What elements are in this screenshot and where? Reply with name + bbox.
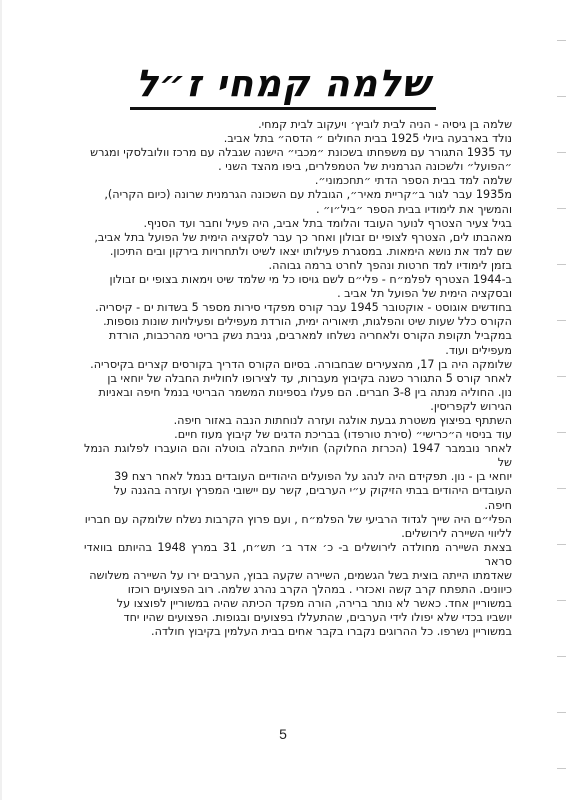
text-line: במשוריין נשרפו. כל ההרוגים נקברו בקבר אחים בבית העלמין בקיבוץ חולדה. (151, 625, 512, 639)
margin-tick (557, 96, 566, 97)
text-line: שלמה בן גיסיה - הניה לבית לוביץ׳ ויעקוב לבית קמחי. (258, 118, 512, 131)
text-line: במשוריין אחד. כאשר לא נותר ברירה, הורה מפקד הכיתה שהיה במשוריין לפוצצו על (116, 597, 512, 611)
text-line: לליווי השיירה לירושלים. (401, 526, 512, 540)
text-line: כיוונים. התפתח קרב קשה ואכזרי . במהלך הקרב נהרג שלמה. רוב הפצועים רוכזו (127, 583, 512, 597)
text-line: לאחר קורס 5 התגורר כשנה בקיבוץ מעברות, עד לצירופו לחוליית החבלה של יוחאי בן (107, 371, 512, 385)
text-line: עוד בניסוי ה״כרישי״ (סירת טורפדו) בבריכת הדגים של קיבוץ מעוז חיים. (174, 428, 512, 442)
margin-tick (557, 152, 566, 153)
text-line: שם למד את נושא הימאות. במסגרת פעילותו יצאו לשיט ולתחרויות בירקון ובים התיכון. (109, 244, 512, 258)
text-line: הגירוש לקפריסין. (430, 399, 512, 413)
text-line: בגיל צעיר הצטרף לנוער העובד והלומד בתל אביב, היה פעיל וחבר ועד הסניף. (143, 216, 512, 230)
margin-tick (557, 208, 566, 209)
text-line: יוחאי בן - נון. תפקידם היה לנהג על הפועלים היהודיים העובדים בנמל לאחר רצח 39 (114, 470, 512, 484)
margin-tick (557, 264, 566, 265)
text-line: ״הפועל״ ולשכונה הגרמנית של הטמפלרים, ביפו מהצד השני . (218, 160, 512, 174)
text-line: במקביל תקופת הקורס ולאחריה נשלחו למארבים, גניבת נשק בריטי מהרכבות, הורדת (108, 329, 512, 343)
text-line: עד 1935 התגורר עם משפחתו בשכונת ״מכבי״ הישנה שגבלה עם מרכז וולובלסקי ומגרש (90, 146, 512, 160)
margin-tick (557, 712, 566, 713)
page-edge (0, 0, 2, 800)
margin-tick (557, 656, 566, 657)
text-line: מאהבתו לים, הצטרף לצופי ים זבולון ואחר כך עבר לסקציה הימית של הפועל בתל אביב, (94, 230, 512, 244)
margin-tick (557, 544, 566, 545)
text-line: שאדמתו הייתה בוצית בשל הגשמים, השיירה שקעה בבוץ, הערבים ירו על השיירה משלושה (89, 569, 512, 582)
margin-tick (557, 376, 566, 377)
text-line: יושביו בכדי שלא יפולו לידי הערבים, שהתעללו בפצועים ובגופות. הפצועים שהיו יחד (123, 611, 512, 625)
text-line: בחודשים אוגוסט - אוקטובר 1945 עבר קורס מפקדי סירות מספר 5 בשדות ים - קיסריה. (95, 301, 512, 315)
text-line: העובדים היהודים בבתי הזיקוק ע״י הערבים, קשר עם יישובי המפרץ ועזרה בהגנה על (113, 484, 512, 498)
title-container (0, 62, 566, 110)
margin-tick (557, 488, 566, 489)
text-line: נון. החוליה מנתה בין 3-8 חברים. הם פעלו בספינות המשמר הבריטי בנמל חיפה ובאניות (98, 385, 512, 399)
text-line: בזמן לימודיו למד חרטות ונהפך לחרט ברמה גבוהה. (268, 258, 512, 272)
text-line: לאחר נובמבר 1947 (הכרזת החלוקה) חוליית החבלה בוטלה והם הועברו לפלוגת הנמל של (84, 442, 512, 470)
text-line: ובסקציה הימית של הפועל תל אביב . (337, 287, 512, 301)
margin-tick (557, 432, 566, 433)
text-line: הקורס כלל שעות שיט והפלגות, תיאוריה ימית, הורדת מעפילים ופעילויות שונות נוספות. (103, 315, 512, 329)
margin-tick (557, 320, 566, 321)
biography-text (84, 118, 512, 639)
text-line: בצאת השיירה מחולדה לירושלים ב- כ׳ אדר ב׳ תש״ח, 31 במרץ 1948 בהיותם בוואדי סראר (84, 540, 512, 568)
text-line: והמשיך את לימודיו בבית הספר ״ביל״ו״ . (316, 202, 512, 216)
text-line: חיפה. (484, 498, 512, 512)
margin-tick (557, 600, 566, 601)
text-line: מעפילים ועוד. (445, 343, 512, 357)
margin-tick (557, 40, 566, 41)
text-line: הפלי״ם היה שייך לגדוד הרביעי של הפלמ״ח , ועם פרוץ הקרבות נשלח שלומקה עם חבריו (84, 512, 512, 526)
page-number: 5 (279, 726, 287, 742)
text-line: ב-1944 הצטרף לפלמ״ח - פלי״ם לשם גויסו כל מי שלמד שיט וימאות בצופי ים זבולון (109, 273, 512, 287)
text-line: נולד בארבעה ביולי 1925 בבית החולים ״ הדסה״ בתל אביב. (223, 132, 512, 146)
text-line: שלמה למד בבית הספר הדתי ״תחכמוני״. (314, 174, 512, 188)
text-line: השתתף בפיצוץ משטרת גבעת אולגה ועזרה לנוחתות הנבה באזור חיפה. (173, 413, 512, 427)
text-line: שלומקה היה בן 17, מהצעירים שבחבורה. בסיום הקורס הדריך בקורסים קצרים בקיסריה. (90, 357, 512, 371)
page-title: שלמה קמחי ז״ל (130, 62, 437, 110)
margin-tick (557, 768, 566, 769)
text-line: מ1935 עבר לגור ב״קריית מאיר״, הגובלת עם השכונה הגרמנית שרונה (כיום הקריה), (104, 188, 512, 202)
